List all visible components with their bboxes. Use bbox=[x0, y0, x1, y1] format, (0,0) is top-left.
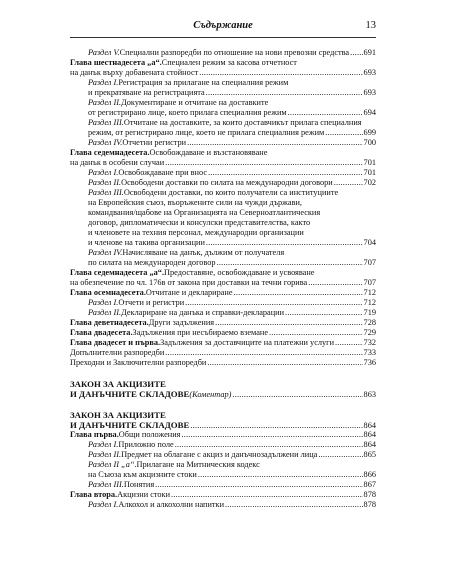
leader-dots bbox=[335, 338, 363, 348]
toc-entry-text: Освободени доставки, по които получатели са институциите bbox=[123, 188, 339, 197]
leader-dots bbox=[334, 178, 363, 188]
toc-entry bbox=[70, 178, 376, 188]
toc-page-number: 878 bbox=[363, 490, 376, 499]
toc-entry-text: Отчетни регистри bbox=[122, 138, 187, 147]
toc-entry-text: Раздел I. bbox=[88, 78, 119, 87]
toc-entry-text: Раздел IV. bbox=[88, 248, 123, 257]
toc-entry bbox=[70, 48, 376, 58]
toc-entry-text: Освобождаване и възстановяване bbox=[149, 148, 268, 157]
toc-page-number: 707 bbox=[363, 258, 376, 267]
toc-entry-text: Раздел III. bbox=[88, 480, 124, 489]
toc-entry-text: Задължения при несъбираемо вземане bbox=[132, 328, 269, 337]
toc-entry bbox=[70, 348, 376, 358]
toc-entry-text: на обезпечение по чл. 176в от закона при доставки на течни горива bbox=[70, 278, 308, 287]
section-gap bbox=[70, 368, 376, 379]
toc-entry bbox=[70, 288, 376, 298]
leader-dots bbox=[155, 480, 362, 490]
leader-dots bbox=[350, 48, 362, 58]
toc-entry bbox=[70, 148, 376, 158]
toc-page-number: 699 bbox=[363, 128, 376, 137]
toc-entry-text: Приложно поле bbox=[118, 440, 174, 449]
table-of-contents bbox=[70, 48, 376, 510]
toc-entry bbox=[70, 238, 376, 248]
toc-page-number: 733 bbox=[363, 348, 376, 357]
toc-entry-text: Раздел I. bbox=[88, 168, 119, 177]
toc-entry-text: Глава двадесет и първа. bbox=[70, 338, 161, 347]
toc-entry bbox=[70, 88, 376, 98]
leader-dots bbox=[225, 500, 363, 510]
leader-dots bbox=[181, 430, 362, 440]
section-gap bbox=[70, 399, 376, 410]
toc-page-number: 732 bbox=[363, 338, 376, 347]
leader-dots bbox=[175, 440, 363, 450]
toc-entry-text: командвания/щабове на Организацията на Северноатлантическия bbox=[88, 208, 321, 217]
toc-entry-text: Раздел I. bbox=[88, 500, 119, 509]
toc-entry-text: И ДАНЪЧНИТЕ СКЛАДОВЕ bbox=[70, 420, 190, 430]
running-head-title: Съдържание bbox=[193, 20, 253, 31]
leader-dots bbox=[206, 88, 363, 98]
toc-entry-text: (Коментар) bbox=[189, 390, 232, 399]
toc-entry bbox=[70, 278, 376, 288]
toc-entry bbox=[70, 198, 376, 208]
toc-entry-text: Раздел III. bbox=[88, 118, 124, 127]
leader-dots bbox=[190, 421, 362, 430]
toc-page-number: 702 bbox=[363, 178, 376, 187]
toc-entry-text: по силата на международен договор bbox=[88, 258, 216, 267]
toc-entry bbox=[70, 298, 376, 308]
leader-dots bbox=[198, 470, 363, 480]
toc-entry-text: Глава шестнадесета „а“. bbox=[70, 58, 162, 67]
toc-entry bbox=[70, 118, 376, 128]
toc-entry-text: Глава деветнадесета. bbox=[70, 318, 149, 327]
toc-entry bbox=[70, 158, 376, 168]
toc-entry-text: Раздел II. bbox=[88, 178, 122, 187]
leader-dots bbox=[185, 298, 362, 308]
toc-page-number: 865 bbox=[363, 450, 376, 459]
leader-dots bbox=[206, 238, 363, 248]
page-number: 13 bbox=[365, 20, 376, 31]
toc-page-number: 700 bbox=[363, 138, 376, 147]
toc-entry-text: ЗАКОН ЗА АКЦИЗИТЕ bbox=[70, 410, 166, 420]
toc-page-number: 867 bbox=[363, 480, 376, 489]
leader-dots bbox=[325, 128, 362, 138]
toc-entry-text: Специален режим за касова отчетност bbox=[161, 58, 297, 67]
leader-dots bbox=[234, 288, 363, 298]
toc-entry bbox=[70, 379, 376, 389]
toc-entry bbox=[70, 308, 376, 318]
toc-page-number: 712 bbox=[363, 288, 376, 297]
toc-entry-text: Глава първа. bbox=[70, 430, 119, 439]
toc-entry-text: Начисляване на данък, дължим от получателя bbox=[122, 248, 285, 257]
toc-entry bbox=[70, 248, 376, 258]
leader-dots bbox=[171, 490, 363, 500]
leader-dots bbox=[217, 258, 363, 268]
toc-entry bbox=[70, 318, 376, 328]
leader-dots bbox=[318, 450, 362, 460]
toc-entry bbox=[70, 188, 376, 198]
toc-page-number: 729 bbox=[363, 328, 376, 337]
toc-entry-text: Понятия bbox=[123, 480, 155, 489]
toc-entry-text: Отчитане и деклариране bbox=[145, 288, 233, 297]
toc-page-number: 864 bbox=[363, 421, 376, 430]
toc-entry-text: Предоставяне, освобождаване и усвояване bbox=[164, 268, 315, 277]
toc-entry bbox=[70, 450, 376, 460]
toc-entry-text: Раздел III. bbox=[88, 188, 124, 197]
header-rule bbox=[70, 37, 376, 38]
running-head bbox=[70, 20, 376, 36]
toc-entry bbox=[70, 410, 376, 420]
toc-entry-text: Раздел IV. bbox=[88, 138, 123, 147]
toc-entry-text: Задължения за доставчиците на платежни услуги bbox=[160, 338, 335, 347]
toc-entry-text: Освобождаване при внос bbox=[118, 168, 208, 177]
toc-entry-text: Раздел II. bbox=[88, 98, 122, 107]
toc-entry-text: договор, дипломатически и консулски представителства, както bbox=[88, 218, 311, 227]
leader-dots bbox=[285, 308, 363, 318]
toc-entry-text: Деклариране на данъка и справки-декларации bbox=[121, 308, 285, 317]
toc-entry bbox=[70, 98, 376, 108]
toc-page-number: 736 bbox=[363, 358, 376, 367]
toc-entry-text: Раздел II. bbox=[88, 308, 122, 317]
toc-entry bbox=[70, 389, 376, 399]
toc-entry-text: Раздел II. bbox=[88, 450, 122, 459]
toc-page-number: 866 bbox=[363, 470, 376, 479]
toc-entry-text: Акцизни стоки bbox=[117, 490, 171, 499]
toc-entry bbox=[70, 470, 376, 480]
toc-page-number: 864 bbox=[363, 440, 376, 449]
toc-page-number: 704 bbox=[363, 238, 376, 247]
toc-entry bbox=[70, 420, 376, 430]
leader-dots bbox=[199, 68, 362, 78]
toc-entry-text: на данък в особени случаи bbox=[70, 158, 165, 167]
toc-page-number: 701 bbox=[363, 168, 376, 177]
toc-entry bbox=[70, 328, 376, 338]
toc-entry bbox=[70, 228, 376, 238]
toc-page-number: 863 bbox=[363, 390, 376, 399]
toc-entry bbox=[70, 128, 376, 138]
leader-dots bbox=[165, 158, 362, 168]
toc-entry-text: и членове на такива организации bbox=[88, 238, 205, 247]
toc-entry-text: Други задължения bbox=[148, 318, 215, 327]
toc-entry-text: Алкохол и алкохолни напитки bbox=[118, 500, 225, 509]
leader-dots bbox=[187, 138, 362, 148]
toc-entry-text: Раздел I. bbox=[88, 440, 119, 449]
leader-dots bbox=[207, 358, 362, 368]
toc-entry-text: Глава седемнадесета. bbox=[70, 148, 150, 157]
toc-entry-text: Глава осемнадесета. bbox=[70, 288, 146, 297]
toc-entry bbox=[70, 338, 376, 348]
toc-entry-text: Специални разпоредби по отношение на нови превозни средства bbox=[119, 48, 350, 57]
toc-page-number: 712 bbox=[363, 298, 376, 307]
toc-entry-text: на Съюза към акцизните стоки bbox=[88, 470, 197, 479]
toc-page-number: 864 bbox=[363, 430, 376, 439]
toc-page-number: 728 bbox=[363, 318, 376, 327]
toc-entry bbox=[70, 208, 376, 218]
toc-entry bbox=[70, 168, 376, 178]
toc-entry bbox=[70, 138, 376, 148]
toc-page-number: 878 bbox=[363, 500, 376, 509]
toc-entry-text: Раздел I. bbox=[88, 298, 119, 307]
toc-entry bbox=[70, 430, 376, 440]
toc-entry-text: Регистрация за прилагане на специалния режим bbox=[118, 78, 289, 87]
toc-entry-text: Глава двадесета. bbox=[70, 328, 133, 337]
toc-entry-text: Допълнителни разпоредби bbox=[70, 348, 165, 357]
toc-entry-text: и членовете на техния персонал, международни организации bbox=[88, 228, 304, 237]
toc-entry-text: Документиране и отчитане на доставките bbox=[121, 98, 269, 107]
toc-entry-text: Раздел V. bbox=[88, 48, 120, 57]
toc-entry bbox=[70, 218, 376, 228]
toc-entry bbox=[70, 68, 376, 78]
toc-entry-text: Общи положения bbox=[118, 430, 181, 439]
toc-entry-text: Раздел II „а“. bbox=[88, 460, 137, 469]
leader-dots bbox=[165, 348, 362, 358]
toc-entry bbox=[70, 500, 376, 510]
toc-page-number: 691 bbox=[363, 48, 376, 57]
toc-entry bbox=[70, 78, 376, 88]
toc-entry-text: Освободени доставки по силата на международни договори bbox=[121, 178, 333, 187]
leader-dots bbox=[288, 108, 363, 118]
leader-dots bbox=[232, 390, 362, 399]
toc-entry-text: на Европейския съюз, въоръжените сили на чужди държави, bbox=[88, 198, 303, 207]
leader-dots bbox=[215, 318, 362, 328]
toc-entry-text: Глава седемнадесета „а“. bbox=[70, 268, 165, 277]
toc-page-number: 707 bbox=[363, 278, 376, 287]
toc-entry-text: Отчитане на доставките, за които доставчикът прилага специалния bbox=[123, 118, 362, 127]
toc-entry bbox=[70, 480, 376, 490]
toc-entry bbox=[70, 268, 376, 278]
toc-entry-text: Прилагане на Митническия кодекс bbox=[136, 460, 260, 469]
toc-page-number: 694 bbox=[363, 108, 376, 117]
toc-entry-text: Предмет на облагане с акциз и данъчнозадължени лица bbox=[121, 450, 318, 459]
toc-entry-text: И ДАНЪЧНИТЕ СКЛАДОВЕ bbox=[70, 389, 190, 399]
leader-dots bbox=[269, 328, 363, 338]
toc-entry bbox=[70, 440, 376, 450]
toc-entry-text: Преходни и Заключителни разпоредби bbox=[70, 358, 207, 367]
toc-page-number: 719 bbox=[363, 308, 376, 317]
leader-dots bbox=[208, 168, 363, 178]
leader-dots bbox=[308, 278, 362, 288]
toc-entry-text: от регистрирано лице, което прилага специалния режим bbox=[88, 108, 287, 117]
toc-entry-text: ЗАКОН ЗА АКЦИЗИТЕ bbox=[70, 379, 166, 389]
toc-entry bbox=[70, 258, 376, 268]
toc-entry bbox=[70, 490, 376, 500]
toc-entry bbox=[70, 358, 376, 368]
toc-page-number: 693 bbox=[363, 68, 376, 77]
toc-entry-text: Глава втора. bbox=[70, 490, 118, 499]
toc-entry bbox=[70, 108, 376, 118]
toc-entry bbox=[70, 460, 376, 470]
toc-entry-text: Отчети и регистри bbox=[118, 298, 185, 307]
toc-entry-text: на данък върху добавената стойност bbox=[70, 68, 199, 77]
toc-page-number: 693 bbox=[363, 88, 376, 97]
toc-entry-text: и прекратяване на регистрацията bbox=[88, 88, 205, 97]
toc-entry bbox=[70, 58, 376, 68]
toc-entry-text: режим, от регистрирано лице, което не прилага специалния режим bbox=[88, 128, 325, 137]
toc-page-number: 701 bbox=[363, 158, 376, 167]
